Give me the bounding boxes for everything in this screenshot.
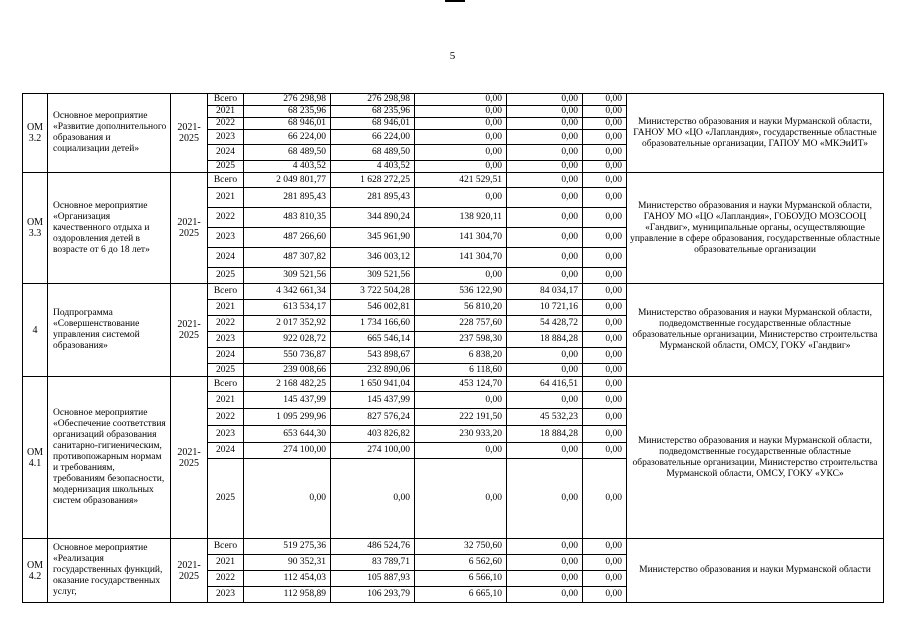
amount-cell: 276 298,98: [331, 94, 415, 106]
amount-cell: 1 095 299,96: [244, 409, 331, 426]
year-cell: 2021: [208, 392, 244, 409]
amount-cell: 6 665,10: [415, 587, 507, 603]
program-name: Подпрограмма «Совершенствование управления системой образования»: [48, 284, 171, 377]
amount-cell: 546 002,81: [331, 300, 415, 316]
amount-cell: 0,00: [415, 443, 507, 459]
amount-cell: 0,00: [507, 268, 583, 284]
amount-cell: 487 266,60: [244, 228, 331, 248]
executor-cell: Министерство образования и науки Мурманской области, ГАНОУ МО «ЦО «Лапландия», ГОБОУДО МОЗСООЦ «Гандвиг», муниципальные органы, осуществляющие управление в сфере образования, государственные областные образовательные организации: [627, 173, 884, 284]
year-cell: 2022: [208, 208, 244, 228]
amount-cell: 6 562,60: [415, 555, 507, 571]
amount-cell: 0,00: [583, 364, 627, 377]
amount-cell: 232 890,06: [331, 364, 415, 377]
amount-cell: 0,00: [507, 571, 583, 587]
page-number: 5: [449, 50, 456, 62]
amount-cell: 68 946,01: [331, 118, 415, 130]
amount-cell: 346 003,12: [331, 248, 415, 268]
amount-cell: 145 437,99: [331, 392, 415, 409]
amount-cell: 0,00: [507, 145, 583, 161]
table-row: [23, 94, 884, 106]
amount-cell: 0,00: [583, 118, 627, 130]
amount-cell: 536 122,90: [415, 284, 507, 300]
amount-cell: 0,00: [583, 300, 627, 316]
program-code: ОМ 4.2: [23, 539, 48, 603]
amount-cell: 0,00: [415, 188, 507, 208]
amount-cell: 112 454,03: [244, 571, 331, 587]
amount-cell: 6 118,60: [415, 364, 507, 377]
amount-cell: 519 275,36: [244, 539, 331, 555]
amount-cell: 90 352,31: [244, 555, 331, 571]
amount-cell: 0,00: [583, 409, 627, 426]
amount-cell: 0,00: [507, 130, 583, 145]
amount-cell: 0,00: [583, 555, 627, 571]
amount-cell: 0,00: [415, 145, 507, 161]
amount-cell: 0,00: [507, 364, 583, 377]
year-cell: 2023: [208, 332, 244, 348]
amount-cell: 0,00: [507, 228, 583, 248]
year-cell: 2021: [208, 188, 244, 208]
amount-cell: 345 961,90: [331, 228, 415, 248]
amount-cell: 222 191,50: [415, 409, 507, 426]
amount-cell: 0,00: [507, 106, 583, 118]
program-period: 2021-2025: [171, 94, 208, 173]
program-code: ОМ 3.3: [23, 173, 48, 284]
amount-cell: 543 898,67: [331, 348, 415, 364]
amount-cell: 0,00: [415, 106, 507, 118]
program-name: Основное мероприятие «Обеспечение соответствия организаций образования санитарно-гигиеническим, противопожарным нормам и требованиям, требованиям безопасности, модернизация школьных систем образования»: [48, 377, 171, 539]
amount-cell: 922 028,72: [244, 332, 331, 348]
executor-cell: Министерство образования и науки Мурманской области, подведомственные государственные областные образовательные организации, Министерство строительства Мурманской области, ОМСУ, ГОКУ «УКС»: [627, 377, 884, 539]
amount-cell: 665 546,14: [331, 332, 415, 348]
program-period: 2021-2025: [171, 539, 208, 603]
amount-cell: 487 307,82: [244, 248, 331, 268]
amount-cell: 0,00: [583, 208, 627, 228]
amount-cell: 0,00: [507, 348, 583, 364]
amount-cell: 239 008,66: [244, 364, 331, 377]
program-name: Основное мероприятие «Реализация государственных функций, оказание государственных услуг,: [48, 539, 171, 603]
amount-cell: 309 521,56: [244, 268, 331, 284]
amount-cell: 66 224,00: [244, 130, 331, 145]
amount-cell: 483 810,35: [244, 208, 331, 228]
year-cell: Всего: [208, 539, 244, 555]
amount-cell: 0,00: [507, 459, 583, 539]
year-cell: Всего: [208, 284, 244, 300]
amount-cell: 18 884,28: [507, 426, 583, 443]
amount-cell: 0,00: [507, 539, 583, 555]
amount-cell: 0,00: [507, 248, 583, 268]
amount-cell: 0,00: [583, 332, 627, 348]
amount-cell: 138 920,11: [415, 208, 507, 228]
amount-cell: 0,00: [583, 106, 627, 118]
executor-cell: Министерство образования и науки Мурманской области, ГАНОУ МО «ЦО «Лапландия», государственные областные образовательные организации, ГАПОУ МО «МКЭиИТ»: [627, 94, 884, 173]
amount-cell: 0,00: [583, 316, 627, 332]
amount-cell: 230 933,20: [415, 426, 507, 443]
amount-cell: 0,00: [507, 173, 583, 188]
amount-cell: 1 734 166,60: [331, 316, 415, 332]
amount-cell: 0,00: [507, 161, 583, 173]
amount-cell: 64 416,51: [507, 377, 583, 392]
amount-cell: 0,00: [507, 555, 583, 571]
amount-cell: 141 304,70: [415, 228, 507, 248]
amount-cell: 0,00: [415, 459, 507, 539]
amount-cell: 2 049 801,77: [244, 173, 331, 188]
amount-cell: 56 810,20: [415, 300, 507, 316]
amount-cell: 0,00: [415, 130, 507, 145]
year-cell: 2025: [208, 161, 244, 173]
amount-cell: 106 293,79: [331, 587, 415, 603]
program-period: 2021-2025: [171, 284, 208, 377]
amount-cell: 0,00: [583, 539, 627, 555]
amount-cell: 68 489,50: [331, 145, 415, 161]
year-cell: 2022: [208, 118, 244, 130]
amount-cell: 1 628 272,25: [331, 173, 415, 188]
amount-cell: 827 576,24: [331, 409, 415, 426]
table-row: [23, 539, 884, 555]
amount-cell: 10 721,16: [507, 300, 583, 316]
year-cell: 2022: [208, 316, 244, 332]
year-cell: 2021: [208, 300, 244, 316]
amount-cell: 486 524,76: [331, 539, 415, 555]
amount-cell: 0,00: [507, 94, 583, 106]
amount-cell: 237 598,30: [415, 332, 507, 348]
year-cell: 2023: [208, 228, 244, 248]
amount-cell: 4 403,52: [331, 161, 415, 173]
amount-cell: 2 017 352,92: [244, 316, 331, 332]
amount-cell: 281 895,43: [331, 188, 415, 208]
amount-cell: 0,00: [415, 94, 507, 106]
amount-cell: 0,00: [583, 248, 627, 268]
amount-cell: 0,00: [507, 208, 583, 228]
amount-cell: 421 529,51: [415, 173, 507, 188]
amount-cell: 3 722 504,28: [331, 284, 415, 300]
year-cell: 2025: [208, 364, 244, 377]
program-code: ОМ 3.2: [23, 94, 48, 173]
amount-cell: 68 946,01: [244, 118, 331, 130]
amount-cell: 309 521,56: [331, 268, 415, 284]
amount-cell: 0,00: [507, 587, 583, 603]
program-code: ОМ 4.1: [23, 377, 48, 539]
amount-cell: 4 342 661,34: [244, 284, 331, 300]
amount-cell: 0,00: [583, 268, 627, 284]
year-cell: 2023: [208, 130, 244, 145]
amount-cell: 32 750,60: [415, 539, 507, 555]
amount-cell: 68 489,50: [244, 145, 331, 161]
amount-cell: 45 532,23: [507, 409, 583, 426]
amount-cell: 0,00: [415, 268, 507, 284]
amount-cell: 0,00: [583, 130, 627, 145]
year-cell: 2024: [208, 443, 244, 459]
year-cell: Всего: [208, 173, 244, 188]
table-row: [23, 377, 884, 392]
amount-cell: 0,00: [507, 443, 583, 459]
year-cell: 2022: [208, 571, 244, 587]
amount-cell: 84 034,17: [507, 284, 583, 300]
amount-cell: 0,00: [507, 188, 583, 208]
amount-cell: 0,00: [583, 571, 627, 587]
amount-cell: 281 895,43: [244, 188, 331, 208]
amount-cell: 0,00: [331, 459, 415, 539]
year-cell: 2024: [208, 145, 244, 161]
funding-table: [22, 93, 884, 603]
amount-cell: 4 403,52: [244, 161, 331, 173]
amount-cell: 0,00: [583, 587, 627, 603]
amount-cell: 83 789,71: [331, 555, 415, 571]
amount-cell: 0,00: [583, 145, 627, 161]
amount-cell: 66 224,00: [331, 130, 415, 145]
year-cell: 2021: [208, 555, 244, 571]
amount-cell: 228 757,60: [415, 316, 507, 332]
amount-cell: 6 566,10: [415, 571, 507, 587]
amount-cell: 0,00: [583, 161, 627, 173]
executor-cell: Министерство образования и науки Мурманской области: [627, 539, 884, 603]
executor-cell: Министерство образования и науки Мурманской области, подведомственные государственные областные образовательные организации, Министерство строительства Мурманской области, ОМСУ, ГОКУ «Гандвиг»: [627, 284, 884, 377]
year-cell: 2023: [208, 426, 244, 443]
amount-cell: 2 168 482,25: [244, 377, 331, 392]
amount-cell: 0,00: [583, 426, 627, 443]
top-mark: [445, 0, 465, 2]
amount-cell: 54 428,72: [507, 316, 583, 332]
program-name: Основное мероприятие «Организация качественного отдыха и оздоровления детей в возрасте от 6 до 18 лет»: [48, 173, 171, 284]
amount-cell: 68 235,96: [244, 106, 331, 118]
program-code: 4: [23, 284, 48, 377]
amount-cell: 0,00: [415, 392, 507, 409]
amount-cell: 0,00: [583, 94, 627, 106]
amount-cell: 276 298,98: [244, 94, 331, 106]
year-cell: Всего: [208, 377, 244, 392]
amount-cell: 613 534,17: [244, 300, 331, 316]
amount-cell: 0,00: [583, 173, 627, 188]
amount-cell: 274 100,00: [244, 443, 331, 459]
amount-cell: 0,00: [415, 161, 507, 173]
amount-cell: 0,00: [583, 392, 627, 409]
year-cell: 2025: [208, 459, 244, 539]
amount-cell: 0,00: [415, 118, 507, 130]
amount-cell: 550 736,87: [244, 348, 331, 364]
year-cell: 2023: [208, 587, 244, 603]
amount-cell: 344 890,24: [331, 208, 415, 228]
amount-cell: 18 884,28: [507, 332, 583, 348]
table-row: [23, 173, 884, 188]
year-cell: 2024: [208, 248, 244, 268]
amount-cell: 453 124,70: [415, 377, 507, 392]
amount-cell: 0,00: [583, 443, 627, 459]
program-period: 2021-2025: [171, 173, 208, 284]
program-name: Основное мероприятие «Развитие дополнительного образования и социализации детей»: [48, 94, 171, 173]
amount-cell: 112 958,89: [244, 587, 331, 603]
amount-cell: 0,00: [583, 284, 627, 300]
amount-cell: 0,00: [583, 459, 627, 539]
year-cell: 2022: [208, 409, 244, 426]
amount-cell: 0,00: [583, 348, 627, 364]
year-cell: 2024: [208, 348, 244, 364]
program-period: 2021-2025: [171, 377, 208, 539]
amount-cell: 0,00: [507, 118, 583, 130]
year-cell: 2025: [208, 268, 244, 284]
amount-cell: 6 838,20: [415, 348, 507, 364]
amount-cell: 0,00: [507, 392, 583, 409]
amount-cell: 653 644,30: [244, 426, 331, 443]
amount-cell: 141 304,70: [415, 248, 507, 268]
amount-cell: 145 437,99: [244, 392, 331, 409]
amount-cell: 0,00: [583, 377, 627, 392]
amount-cell: 0,00: [244, 459, 331, 539]
amount-cell: 274 100,00: [331, 443, 415, 459]
year-cell: Всего: [208, 94, 244, 106]
table-row: [23, 284, 884, 300]
amount-cell: 0,00: [583, 228, 627, 248]
amount-cell: 68 235,96: [331, 106, 415, 118]
amount-cell: 105 887,93: [331, 571, 415, 587]
amount-cell: 0,00: [583, 188, 627, 208]
year-cell: 2021: [208, 106, 244, 118]
amount-cell: 403 826,82: [331, 426, 415, 443]
amount-cell: 1 650 941,04: [331, 377, 415, 392]
